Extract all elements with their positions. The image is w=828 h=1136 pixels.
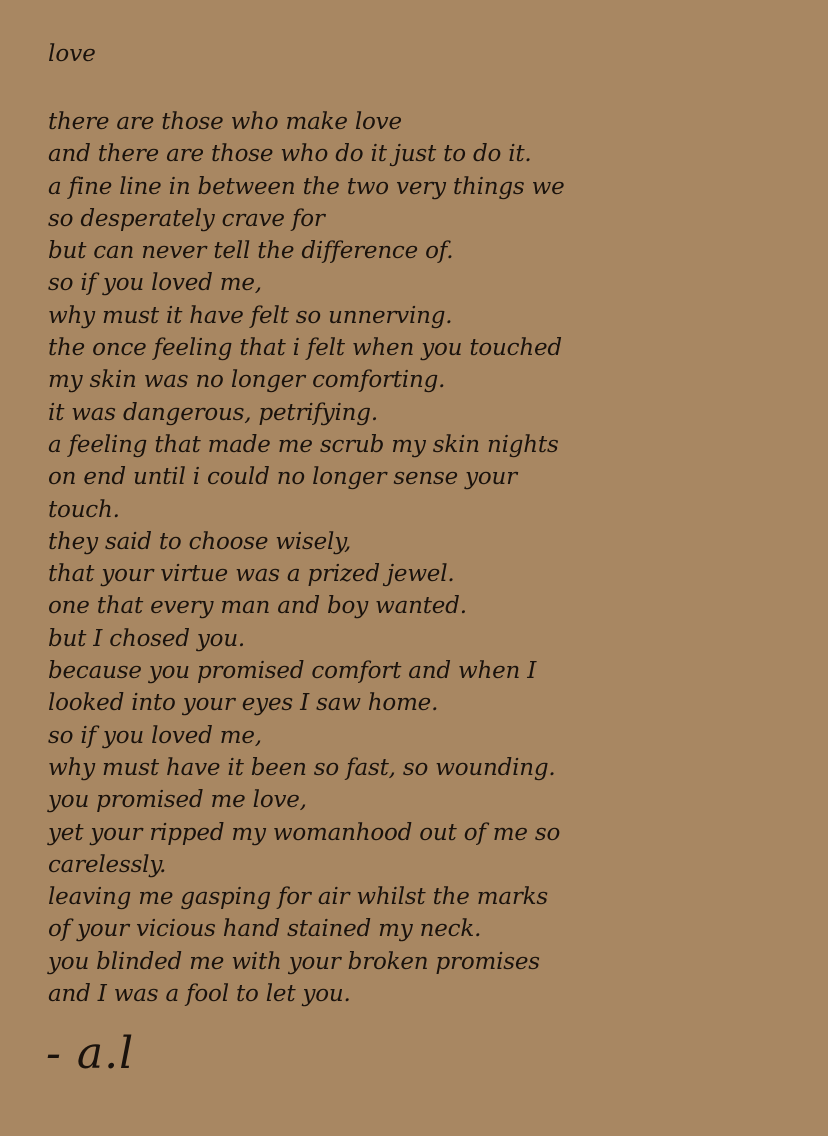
poem-line: the once feeling that i felt when you touched (48, 335, 562, 362)
poem-line: why must it have felt so unnerving. (48, 302, 453, 329)
poem-line: on end until i could no longer sense your (48, 464, 517, 491)
poem-line: they said to choose wisely, (48, 528, 352, 555)
poem-line: but can never tell the difference of. (48, 238, 454, 265)
poem-line: and I was a fool to let you. (48, 981, 351, 1008)
poem-line: and there are those who do it just to do it. (48, 141, 532, 168)
poem-line: why must have it been so fast, so wounding. (48, 754, 556, 781)
poem-line: so if you loved me, (48, 270, 262, 297)
poem-line: you promised me love, (48, 787, 307, 814)
poem-line: there are those who make love (48, 109, 402, 135)
poem-line: one that every man and boy wanted. (48, 593, 467, 620)
poem-line: of your vicious hand stained my neck. (48, 916, 482, 943)
poem-line: yet your ripped my womanhood out of me so (48, 819, 561, 846)
poem-line: but I chosed you. (48, 625, 246, 652)
poem-line: so desperately crave for (48, 205, 325, 232)
poem-line: looked into your eyes I saw home. (48, 690, 439, 717)
poem-line: a fine line in between the two very things we (48, 173, 565, 200)
poem-line: a feeling that made me scrub my skin nights (48, 431, 559, 458)
poem-line: so if you loved me, (48, 722, 262, 749)
poem-line: my skin was no longer comforting. (48, 367, 446, 394)
poem-line: that your virtue was a prized jewel. (48, 561, 455, 588)
poem-line: because you promised comfort and when I (48, 658, 537, 685)
author-signature: - a.l (46, 1028, 135, 1079)
poem-line: you blinded me with your broken promises (48, 948, 540, 975)
poem-line: carelessly. (48, 851, 167, 878)
poem-line: it was dangerous, petrifying. (48, 399, 378, 426)
poem-title: love (48, 41, 96, 67)
poem-body (48, 106, 808, 1010)
poem-line: leaving me gasping for air whilst the marks (48, 884, 549, 911)
poem-line: touch. (48, 496, 120, 523)
